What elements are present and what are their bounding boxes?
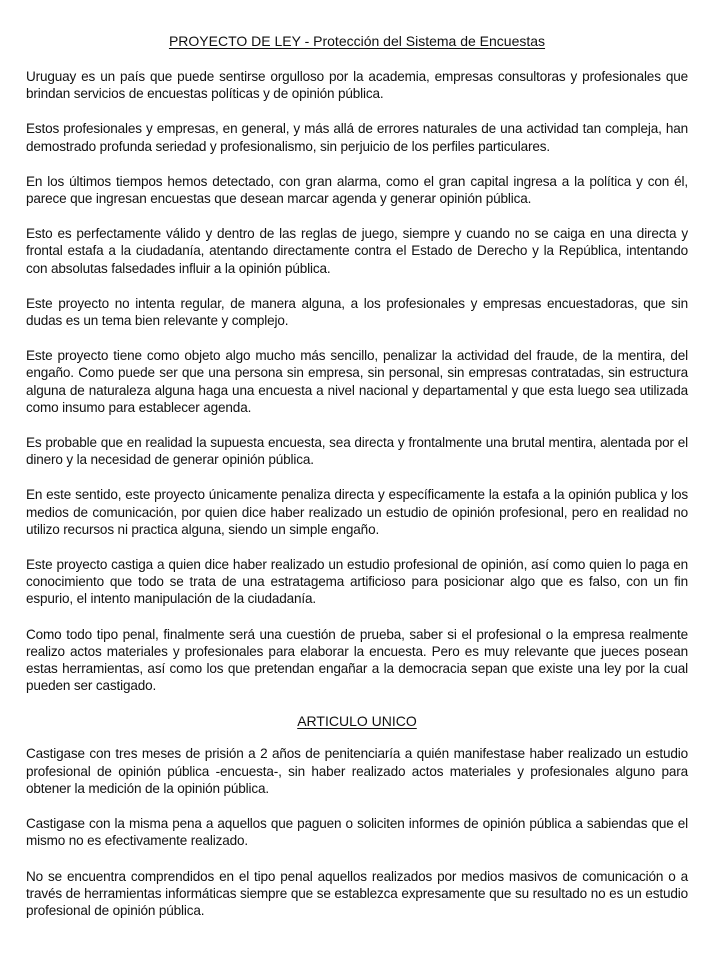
document-paragraph: Como todo tipo penal, finalmente será una cuestión de prueba, saber si el profesional o la empresa realmente realizo actos materiales y profesionales para elaborar la encuesta. Pero es muy relevante que jueces posean estas herramientas, así como los que pretendan engañar a la democracia sepan que existe una ley por la cual pueden ser castigado. (26, 626, 688, 694)
article-paragraph: Castigase con tres meses de prisión a 2 años de penitenciaría a quién manifestase haber realizado un estudio profesional de opinión pública -encuesta-, sin haber realizado actos materiales y profesionales alguno para obtener la medición de la opinión pública. (26, 746, 688, 796)
article-title: ARTICULO UNICO (297, 713, 417, 730)
document-paragraph: Este proyecto no intenta regular, de manera alguna, a los profesionales y empresas encuestadoras, que sin dudas es un tema bien relevante y complejo. (26, 295, 688, 329)
document-paragraph: En los últimos tiempos hemos detectado, con gran alarma, como el gran capital ingresa a la política y con él, parece que ingresan encuestas que desean marcar agenda y generar opinión pública. (26, 173, 688, 207)
article-paragraph: Castigase con la misma pena a aquellos que paguen o soliciten informes de opinión pública a sabiendas que el mismo no es efectivamente realizado. (26, 816, 688, 849)
document-paragraph: Es probable que en realidad la supuesta encuesta, sea directa y frontalmente una brutal mentira, alentada por el dinero y la necesidad de generar opinión pública. (26, 435, 688, 468)
document-paragraph: Estos profesionales y empresas, en general, y más allá de errores naturales de una actividad tan compleja, han demostrado profunda seriedad y profesionalismo, sin perjuicio de los perfiles particulares. (26, 121, 688, 154)
article-paragraph: No se encuentra comprendidos en el tipo penal aquellos realizados por medios masivos de comunicación o a través de herramientas informáticas siempre que se establezca expresamente que su resultado no es un estudio profesional de opinión pública. (26, 868, 688, 918)
document-paragraph: Este proyecto castiga a quien dice haber realizado un estudio profesional de opinión, así como quien lo paga en conocimiento que todo se trata de una estratagema artificioso para posicionar algo que es falso, con un fin espurio, el intento manipulación de la ciudadanía. (26, 557, 688, 607)
document-title: PROYECTO DE LEY - Protección del Sistema de Encuestas (168, 33, 546, 49)
document-paragraph: En este sentido, este proyecto únicamente penaliza directa y específicamente la estafa a la opinión publica y los medios de comunicación, por quien dice haber realizado un estudio de opinión profesional, pero en realidad no utilizo recursos ni practica alguna, siendo un simple engaño. (26, 487, 688, 537)
document-paragraph: Esto es perfectamente válido y dentro de las reglas de juego, siempre y cuando no se caiga en una directa y frontal estafa a la ciudadanía, atentando directamente contra el Estado de Derecho y la República, intentando con absolutas falsedades influir a la opinión pública. (26, 226, 688, 276)
document-paragraph: Uruguay es un país que puede sentirse orgulloso por la academia, empresas consultoras y profesionales que brindan servicios de encuestas políticas y de opinión pública. (26, 69, 688, 102)
document-paragraph: Este proyecto tiene como objeto algo mucho más sencillo, penalizar la actividad del fraude, de la mentira, del engaño. Como puede ser que una persona sin empresa, sin personal, sin empresas contratadas, sin estructura alguna de naturaleza alguna haga una encuesta a nivel nacional y departamental y que esta luego sea utilizada como insumo para establecer agenda. (26, 348, 688, 415)
